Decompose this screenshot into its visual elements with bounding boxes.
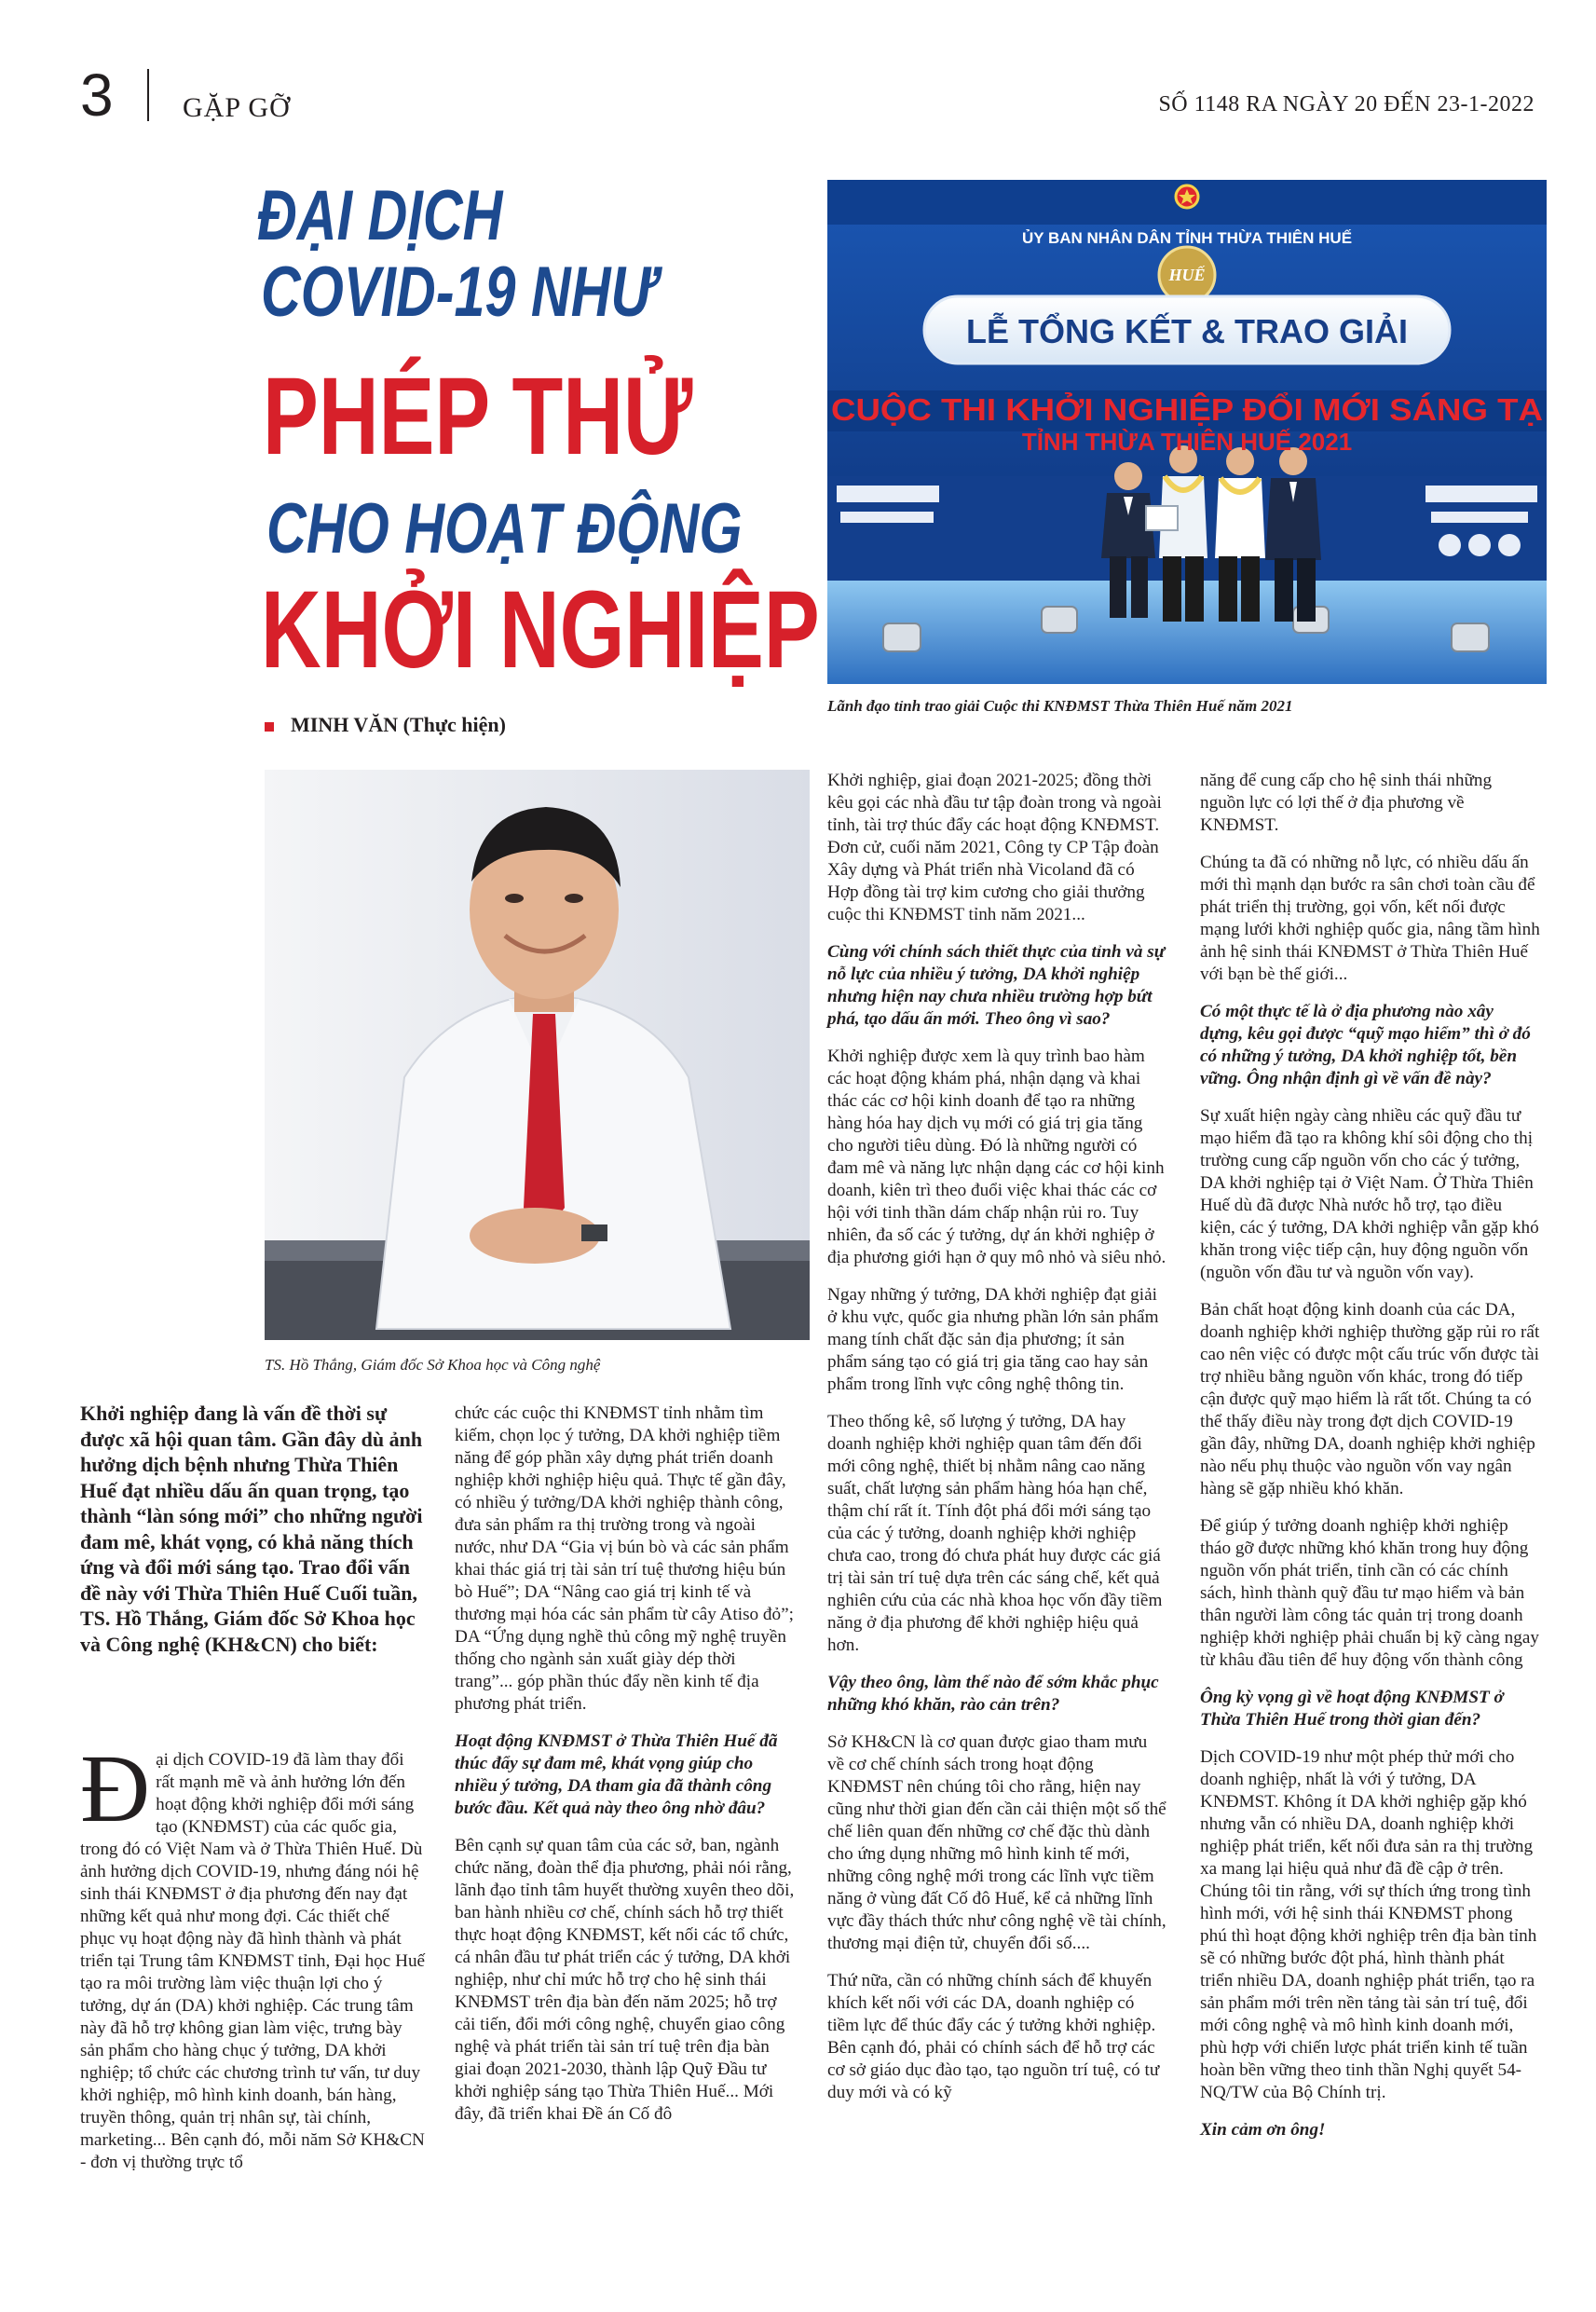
portrait-illustration (265, 770, 810, 1340)
portrait-caption: TS. Hồ Thắng, Giám đốc Sở Khoa học và Công nghệ (265, 1356, 601, 1374)
article-column-4 (1200, 770, 1540, 2156)
body-paragraph: Bản chất hoạt động kinh doanh của các DA, doanh nghiệp khởi nghiệp thường gặp rủi ro rất cao nên việc có được một cấu trúc vốn được tài trợ nhiều bằng nguồn vốn khác, trong đó tiếp cận được quỹ mạo hiểm là rất tốt. Chúng ta có thể thấy điều này trong đợt dịch COVID-19 gần đây, những DA, doanh nghiệp khởi nghiệp nào nếu phụ thuộc vào nguồn vốn vay ngân hàng sẽ gặp nhiều khó khăn. (1200, 1300, 1540, 1498)
body-paragraph: Theo thống kê, số lượng ý tưởng, DA hay doanh nghiệp khởi nghiệp quan tâm đến đổi mới công nghệ, thiết bị nhằm nâng cao năng suất, chất lượng sản phẩm hàng hóa hạn chế, thậm chí rất ít. Tính đột phá đổi mới sáng tạo của các ý tưởng, doanh nghiệp khởi nghiệp chưa cao, trong đó chưa phát huy được các giá trị tài sản trí tuệ dựa trên các sáng chế, kết quả nghiên cứu của các nhà khoa học vốn đầy tiềm năng ở địa phương để khởi nghiệp hiệu quả hơn. (827, 1412, 1163, 1655)
headline-line-1: ĐẠI DỊCH (257, 176, 503, 255)
byline (265, 713, 506, 737)
headline-line-2: COVID-19 NHƯ (261, 253, 656, 332)
issue-info: SỐ 1148 RA NGÀY 20 ĐẾN 23-1-2022 (1158, 92, 1535, 116)
drop-cap: Đ (80, 1735, 151, 1842)
body-paragraph: chức các cuộc thi KNĐMST tỉnh nhằm tìm kiếm, chọn lọc ý tưởng, DA khởi nghiệp tiềm năng để góp phần xây dựng phát triển doanh nghiệp khởi nghiệp hiệu quả. Thực tế gần đây, có nhiều ý tưởng/DA khởi nghiệp thành công, đưa sản phẩm ra thị trường trong và ngoài nước, như DA “Gia vị bún bò và các sản phẩm khai thác giá trị tài sản trí tuệ thương hiệu bún bò Huế”; DA “Nâng cao giá trị kinh tế và thương mại hóa các sản phẩm từ cây Atiso đỏ”; DA “Ứng dụng nghề thủ công mỹ nghệ truyền thống cho ngành sản xuất giày dép thời trang”... góp phần thúc đẩy nền kinh tế địa phương phát triển. (455, 1403, 794, 1714)
body-paragraph: Để giúp ý tưởng doanh nghiệp khởi nghiệp tháo gỡ được những khó khăn trong huy động nguồn vốn phát triển, tỉnh cần có các chính sách, hình thành quỹ đầu tư mạo hiểm và bản thân người làm công tác quản trị trong doanh nghiệp khởi nghiệp phải chuẩn bị kỹ càng ngay từ khâu đầu tiên để huy động vốn thành công (1200, 1516, 1539, 1670)
byline-marker (265, 722, 274, 732)
award-ceremony-illustration (827, 180, 1547, 684)
interview-question: Cùng với chính sách thiết thực của tỉnh và sự nỗ lực của nhiều ý tưởng, DA khởi nghiệp nhưng hiện nay chưa nhiều trường hợp bứt phá, tạo dấu ấn mới. Theo ông vì sao? (827, 942, 1166, 1029)
body-paragraph: Khởi nghiệp, giai đoạn 2021-2025; đồng thời kêu gọi các nhà đầu tư tập đoàn trong và ngoài tỉnh, tài trợ thúc đẩy các hoạt động KNĐMST. Đơn cử, cuối năm 2021, Công ty CP Tập đoàn Xây dựng và Phát triển nhà Vicoland đã có Hợp đồng tài trợ kim cương cho giải thưởng cuộc thi KNĐMST tỉnh năm 2021... (827, 771, 1162, 924)
lead-paragraph: Khởi nghiệp đang là vấn đề thời sự được xã hội quan tâm. Gần đây dù ảnh hưởng dịch bệnh nhưng Thừa Thiên Huế đạt nhiều dấu ấn quan trọng, tạo thành “làn sóng mới” cho những người đam mê, khát vọng, có khả năng thích ứng và đổi mới sáng tạo. Trao đổi vấn đề này với Thừa Thiên Huế Cuối tuần, TS. Hồ Thắng, Giám đốc Sở Khoa học và Công nghệ (KH&CN) cho biết: (80, 1402, 423, 1656)
section-label: GẶP GỠ (183, 92, 291, 123)
byline-text: MINH VĂN (Thực hiện) (291, 713, 506, 736)
opening-paragraph (80, 1735, 427, 2174)
body-paragraph: năng để cung cấp cho hệ sinh thái những nguồn lực có lợi thế ở địa phương về KNĐMST. (1200, 771, 1493, 835)
body-paragraph: Ngay những ý tưởng, DA khởi nghiệp đạt giải ở khu vực, quốc gia nhưng phần lớn sản phẩm mang tính chất đặc sản địa phương; ít sản phẩm sáng tạo có giá trị gia tăng cao hay sản phẩm trong lĩnh vực công nghệ thông tin. (827, 1285, 1159, 1394)
header-divider (147, 69, 149, 121)
banner-top-text: ỦY BAN NHÂN DÂN TỈNH THỪA THIÊN HUẾ (1021, 229, 1353, 247)
headline-line-4: CHO HOẠT ĐỘNG (266, 489, 743, 568)
body-paragraph: Chúng ta đã có những nỗ lực, có nhiều dấu ấn mới thì mạnh dạn bước ra sân chơi toàn cầu để phát triển thị trường, gọi vốn, kết nối được mạng lưới khởi nghiệp quốc gia, nâng tầm hình ảnh hệ sinh thái KNĐMST ở Thừa Thiên Huế với bạn bè thế giới... (1200, 853, 1540, 984)
body-paragraph: Dịch COVID-19 như một phép thử mới cho doanh nghiệp, nhất là với ý tưởng, DA KNĐMST. Không ít DA khởi nghiệp gặp khó nhưng vẫn có nhiều DA, doanh nghiệp khởi nghiệp phát triển, kết nối đưa sản ra thị trường xa mang lại hiệu quả như đã đề cập ở trên. Chúng tôi tin rằng, với sự thích ứng trong tình hình mới, với hệ sinh thái KNĐMST phong phú thì hoạt động khởi nghiệp trên địa bàn tỉnh sẽ có những bước đột phá, hình thành phát triển nhiều DA, doanh nghiệp phát triển, tạo ra sản phẩm mới trên nền tảng tài sản trí tuệ, đổi mới công nghệ và mô hình kinh doanh mới, phù hợp với chiến lược phát triển kinh tế tuần hoàn bền vững theo tinh thần Nghị quyết 54-NQ/TW của Bộ Chính trị. (1200, 1747, 1537, 2102)
body-paragraph: Sự xuất hiện ngày càng nhiều các quỹ đầu tư mạo hiểm đã tạo ra không khí sôi động cho thị trường cung cấp nguồn vốn cho các ý tưởng, DA khởi nghiệp tại ở Việt Nam. Ở Thừa Thiên Huế dù đã được Nhà nước hỗ trợ, tạo điều kiện, các ý tưởng, DA khởi nghiệp vẫn gặp khó khăn trong việc tiếp cận, huy động nguồn vốn (nguồn vốn đầu tư và nguồn vốn vay). (1200, 1106, 1539, 1282)
interview-question: Ông kỳ vọng gì về hoạt động KNĐMST ở Thừa Thiên Huế trong thời gian đến? (1200, 1688, 1504, 1730)
page-number: 3 (80, 62, 114, 129)
interview-question: Vậy theo ông, làm thế nào để sớm khắc phục những khó khăn, rào cản trên? (827, 1673, 1159, 1715)
banner-subtitle-text: CUỘC THI KHỞI NGHIỆP ĐỔI MỚI SÁNG TẠ (831, 392, 1473, 427)
headline-line-5: KHỞI NGHIỆP (261, 568, 820, 691)
hue-logo-text: HUẾ (1168, 266, 1206, 284)
headline-line-3: PHÉP THỬ (263, 355, 693, 478)
award-ceremony-photo (827, 180, 1547, 684)
interview-question: Có một thực tế là ở địa phương nào xây dựng, kêu gọi được “quỹ mạo hiểm” thì ở đó có những ý tưởng, DA khởi nghiệp tốt, bền vững. Ông nhận định gì về vấn đề này? (1200, 1002, 1531, 1088)
body-paragraph: Sở KH&CN là cơ quan được giao tham mưu về cơ chế chính sách trong hoạt động KNĐMST nên chúng tôi cho rằng, hiện nay cũng như thời gian đến cần cải thiện một số thể chế liên quan đến những cơ chế đặc thù dành cho ứng dụng những mô hình kinh tế mới, những công nghệ mới trong các lĩnh vực tiềm năng ở vùng đất Cố đô Huế, kể cả những lĩnh vực đầy thách thức như công nghệ về tài chính, thương mại điện tử, chuyển đổi số.... (827, 1732, 1166, 1953)
article-column-2 (455, 1402, 798, 2141)
banner-subtitle-2-text: TỈNH THỪA THIÊN HUẾ 2021 (1021, 428, 1353, 456)
closing-remark: Xin cảm ơn ông! (1200, 2120, 1326, 2140)
body-paragraph: Khởi nghiệp được xem là quy trình bao hàm các hoạt động khám phá, nhận dạng và khai thác các cơ hội kinh doanh để tạo ra những hàng hóa hay dịch vụ mới có giá trị gia tăng cho người tiêu dùng. Đó là những người có đam mê và năng lực nhận dạng các cơ hội kinh doanh, kiên trì theo đuổi việc khai thác các cơ hội với tinh thần dám chấp nhận rủi ro. Tuy nhiên, đa số các ý tưởng, dự án khởi nghiệp ở địa phương giới hạn ở quy mô nhỏ và siêu nhỏ. (827, 1047, 1166, 1267)
article-column-1 (80, 1735, 427, 2189)
article-column-3 (827, 770, 1167, 2119)
interview-question: Hoạt động KNĐMST ở Thừa Thiên Huế đã thúc đẩy sự đam mê, khát vọng giúp cho nhiều ý tưởng, DA tham gia đã thành công bước đầu. Kết quả này theo ông nhờ đâu? (455, 1731, 778, 1818)
body-paragraph: Bên cạnh sự quan tâm của các sở, ban, ngành chức năng, đoàn thể địa phương, phải nói rằng, lãnh đạo tỉnh tâm huyết thường xuyên theo dõi, ban hành nhiều cơ chế, chính sách hỗ trợ thiết thực hoạt động KNĐMST, kết nối các tổ chức, cá nhân đầu tư phát triển các ý tưởng, DA khởi nghiệp, như chỉ mức hỗ trợ cho hệ sinh thái KNĐMST trên địa bàn đến năm 2025; hỗ trợ cải tiến, đổi mới công nghệ, chuyển giao công nghệ và phát triển tài sản trí tuệ trên địa bàn giai đoạn 2021-2030, thành lập Quỹ Đầu tư khởi nghiệp sáng tạo Thừa Thiên Huế... Mới đây, đã triển khai Đề án Cố đô (455, 1836, 795, 2124)
banner-title-text: LỄ TỔNG KẾT & TRAO GIẢI (966, 312, 1408, 350)
event-photo-caption: Lãnh đạo tỉnh trao giải Cuộc thi KNĐMST Thừa Thiên Huế năm 2021 (827, 697, 1293, 715)
portrait-photo (265, 770, 810, 1340)
body-paragraph: Thứ nữa, cần có những chính sách để khuyến khích kết nối với các DA, doanh nghiệp có tiềm lực để thúc đẩy các ý tưởng khởi nghiệp. Bên cạnh đó, phải có chính sách để hỗ trợ các cơ sở giáo dục đào tạo, tạo nguồn trí tuệ, có tư duy mới và có kỹ (827, 1971, 1160, 2102)
body-text: ại dịch COVID-19 đã làm thay đổi rất mạnh mẽ và ảnh hưởng lớn đến hoạt động khởi nghiệp đổi mới sáng tạo (KNĐMST) của các quốc gia, trong đó có Việt Nam và ở Thừa Thiên Huế. Dù ảnh hưởng dịch COVID-19, nhưng đáng nói hệ sinh thái KNĐMST ở địa phương đến nay đạt những kết quả như mong đợi. Các thiết chế phục vụ hoạt động này đã hình thành và phát triển tại Trung tâm KNĐMST tỉnh, Đại học Huế tạo ra môi trường làm việc thuận lợi cho ý tưởng, dự án (DA) khởi nghiệp. Các trung tâm này đã hỗ trợ không gian làm việc, trưng bày sản phẩm cho hàng chục ý tưởng, DA khởi nghiệp; tổ chức các chương trình tư vấn, tư duy khởi nghiệp, mô hình kinh doanh, bán hàng, truyền thông, quản trị nhân sự, tài chính, marketing... Bên cạnh đó, mỗi năm Sở KH&CN - đơn vị thường trực tổ (80, 1750, 426, 2172)
